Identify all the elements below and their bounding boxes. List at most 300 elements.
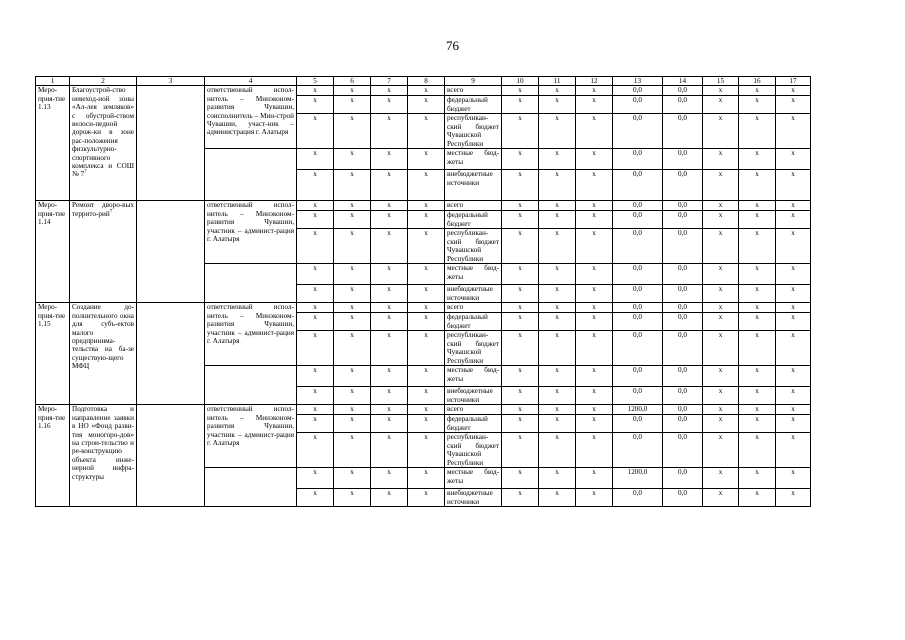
amount-cell: 0,0 [663, 303, 703, 313]
value-cell: x [539, 387, 576, 405]
amount-cell: 0,0 [663, 415, 703, 433]
value-cell: x [297, 433, 334, 468]
value-cell: x [502, 264, 539, 285]
value-cell: x [334, 264, 371, 285]
value-cell: x [334, 405, 371, 415]
funding-source: республикан-ский бюджет Чувашской Республики [445, 229, 502, 264]
measure-name-text: Благоустрой-ство невеход-ной зоны «Ал-лея земляков» с обустрой-ством велоси-педной дорож-ки в зоне рас-положения физкультурно-спортивного комплекса и СОШ № 7 [72, 86, 134, 179]
amount-cell: 1200,0 [613, 468, 663, 489]
value-cell: x [371, 366, 408, 387]
measure-code: Меро-прия-тие 1.14 [36, 201, 70, 303]
value-cell: x [334, 415, 371, 433]
value-cell: x [371, 229, 408, 264]
value-cell: x [297, 405, 334, 415]
value-cell: x [739, 285, 776, 303]
value-cell: x [539, 366, 576, 387]
amount-cell: 0,0 [613, 96, 663, 114]
amount-cell: 0,0 [613, 86, 663, 96]
funding-source: местные бюд-жеты [445, 468, 502, 489]
measure-column-3 [137, 405, 205, 507]
value-cell: x [334, 366, 371, 387]
value-cell: x [371, 170, 408, 201]
column-number: 9 [445, 77, 502, 86]
value-cell: x [576, 433, 613, 468]
value-cell: x [408, 415, 445, 433]
value-cell: x [539, 489, 576, 507]
value-cell: x [703, 366, 739, 387]
funding-source: республикан-ский бюджет Чувашской Республики [445, 433, 502, 468]
value-cell: x [334, 114, 371, 149]
value-cell: x [502, 211, 539, 229]
measure-executor: ответственный испол-нитель – Минэконом-развития Чувашии, участник – админист-рация г. Алатыря [205, 405, 297, 468]
amount-cell: 0,0 [613, 331, 663, 366]
value-cell: x [776, 149, 811, 170]
value-cell: x [371, 489, 408, 507]
value-cell: x [334, 433, 371, 468]
value-cell: x [408, 387, 445, 405]
column-number: 13 [613, 77, 663, 86]
value-cell: x [576, 201, 613, 211]
value-cell: x [539, 303, 576, 313]
value-cell: x [739, 264, 776, 285]
amount-cell: 0,0 [663, 201, 703, 211]
value-cell: x [297, 170, 334, 201]
column-number: 17 [776, 77, 811, 86]
amount-cell: 0,0 [613, 433, 663, 468]
value-cell: x [776, 96, 811, 114]
amount-cell: 0,0 [663, 285, 703, 303]
value-cell: x [776, 303, 811, 313]
measure-name [70, 303, 137, 405]
value-cell: x [539, 96, 576, 114]
value-cell: x [703, 86, 739, 96]
value-cell: x [776, 489, 811, 507]
value-cell: x [703, 96, 739, 114]
value-cell: x [297, 264, 334, 285]
value-cell: x [371, 285, 408, 303]
value-cell: x [539, 285, 576, 303]
value-cell: x [502, 415, 539, 433]
value-cell: x [408, 229, 445, 264]
value-cell: x [334, 86, 371, 96]
value-cell: x [334, 331, 371, 366]
funding-source: всего [445, 86, 502, 96]
value-cell: x [408, 331, 445, 366]
value-cell: x [739, 303, 776, 313]
measure-column-3 [137, 86, 205, 201]
funding-source: местные бюд-жеты [445, 264, 502, 285]
amount-cell: 0,0 [613, 170, 663, 201]
value-cell: x [776, 285, 811, 303]
amount-cell: 0,0 [613, 387, 663, 405]
value-cell: x [502, 114, 539, 149]
value-cell: x [703, 229, 739, 264]
value-cell: x [502, 366, 539, 387]
value-cell: x [703, 211, 739, 229]
amount-cell: 0,0 [663, 405, 703, 415]
value-cell: x [703, 170, 739, 201]
amount-cell: 0,0 [663, 86, 703, 96]
value-cell: x [408, 114, 445, 149]
amount-cell: 0,0 [663, 313, 703, 331]
column-number: 8 [408, 77, 445, 86]
value-cell: x [576, 285, 613, 303]
value-cell: x [334, 229, 371, 264]
funding-source: внебюджетные источники [445, 489, 502, 507]
measure-code: Меро-прия-тие 1.16 [36, 405, 70, 507]
funding-source: республикан-ский бюджет Чувашской Республики [445, 331, 502, 366]
value-cell: x [297, 489, 334, 507]
value-cell: x [576, 331, 613, 366]
footnote-mark: 7 [109, 209, 113, 215]
value-cell: x [297, 229, 334, 264]
value-cell: x [408, 96, 445, 114]
value-cell: x [502, 433, 539, 468]
value-cell: x [576, 415, 613, 433]
amount-cell: 0,0 [663, 489, 703, 507]
value-cell: x [739, 489, 776, 507]
value-cell: x [502, 468, 539, 489]
value-cell: x [539, 405, 576, 415]
value-cell: x [297, 211, 334, 229]
value-cell: x [297, 387, 334, 405]
value-cell: x [297, 96, 334, 114]
funding-source: внебюджетные источники [445, 387, 502, 405]
value-cell: x [371, 211, 408, 229]
value-cell: x [408, 405, 445, 415]
footnote-mark: 7 [84, 170, 87, 176]
value-cell: x [502, 229, 539, 264]
value-cell: x [739, 201, 776, 211]
amount-cell: 0,0 [663, 211, 703, 229]
value-cell: x [776, 433, 811, 468]
value-cell: x [703, 405, 739, 415]
value-cell: x [776, 114, 811, 149]
value-cell: x [776, 387, 811, 405]
table-row [36, 86, 811, 96]
value-cell: x [739, 86, 776, 96]
value-cell: x [776, 211, 811, 229]
measure-executor: ответственный испол-нитель – Минэконом-развития Чувашии, соисполнитель – Мин-строй Чувашии, участ-ник – администрация г. Алатыря [205, 86, 297, 149]
amount-cell: 0,0 [663, 264, 703, 285]
value-cell: x [739, 366, 776, 387]
value-cell: x [371, 313, 408, 331]
amount-cell: 0,0 [663, 366, 703, 387]
value-cell: x [502, 86, 539, 96]
value-cell: x [539, 170, 576, 201]
program-measures-table [35, 76, 811, 507]
amount-cell: 0,0 [613, 489, 663, 507]
column-number: 3 [137, 77, 205, 86]
value-cell: x [576, 96, 613, 114]
table-row [36, 303, 811, 313]
measure-executor-empty [205, 468, 297, 507]
value-cell: x [408, 201, 445, 211]
funding-source: внебюджетные источники [445, 285, 502, 303]
value-cell: x [539, 433, 576, 468]
measure-name-text: Ремонт дворо-вых террито-рий [72, 201, 134, 218]
value-cell: x [703, 468, 739, 489]
value-cell: x [371, 303, 408, 313]
funding-source: внебюджетные источники [445, 170, 502, 201]
table-header [36, 77, 811, 86]
value-cell: x [408, 211, 445, 229]
value-cell: x [739, 405, 776, 415]
column-number: 6 [334, 77, 371, 86]
value-cell: x [739, 313, 776, 331]
value-cell: x [703, 264, 739, 285]
value-cell: x [739, 415, 776, 433]
value-cell: x [297, 149, 334, 170]
value-cell: x [776, 264, 811, 285]
value-cell: x [297, 366, 334, 387]
value-cell: x [539, 331, 576, 366]
value-cell: x [334, 211, 371, 229]
value-cell: x [408, 303, 445, 313]
measure-column-3 [137, 303, 205, 405]
value-cell: x [539, 415, 576, 433]
value-cell: x [334, 468, 371, 489]
value-cell: x [539, 468, 576, 489]
measure-executor: ответственный испол-нитель – Минэконом-развития Чувашии, участник – админист-рация г. Алатыря [205, 201, 297, 264]
value-cell: x [703, 201, 739, 211]
value-cell: x [408, 366, 445, 387]
measure-executor-empty [205, 366, 297, 405]
value-cell: x [371, 114, 408, 149]
amount-cell: 0,0 [613, 149, 663, 170]
amount-cell: 0,0 [613, 285, 663, 303]
amount-cell: 0,0 [613, 415, 663, 433]
measure-name-text: Создание до-полнительного окна для субъ-ектов малого предпринима-тельства на ба-зе существую-щего МФЦ [72, 303, 134, 371]
value-cell: x [371, 149, 408, 170]
measure-name [70, 405, 137, 507]
funding-source: местные бюд-жеты [445, 149, 502, 170]
column-number: 15 [703, 77, 739, 86]
column-number: 10 [502, 77, 539, 86]
value-cell: x [703, 114, 739, 149]
value-cell: x [576, 211, 613, 229]
value-cell: x [297, 468, 334, 489]
value-cell: x [703, 285, 739, 303]
amount-cell: 1200,0 [613, 405, 663, 415]
value-cell: x [576, 149, 613, 170]
value-cell: x [576, 468, 613, 489]
value-cell: x [576, 405, 613, 415]
value-cell: x [776, 229, 811, 264]
measure-name-text: Подготовка и направление заявки в НО «Фонд разви-тия моногоро-дов» на строи-тельство и ре-конструкцию объекта инже-нерной инфра-структуры [72, 405, 134, 481]
funding-source: республикан-ский бюджет Чувашской Республики [445, 114, 502, 149]
value-cell: x [576, 313, 613, 331]
value-cell: x [576, 229, 613, 264]
value-cell: x [576, 489, 613, 507]
value-cell: x [539, 149, 576, 170]
measure-name [70, 86, 137, 201]
amount-cell: 0,0 [613, 201, 663, 211]
value-cell: x [739, 387, 776, 405]
value-cell: x [539, 229, 576, 264]
value-cell: x [334, 149, 371, 170]
amount-cell: 0,0 [613, 114, 663, 149]
value-cell: x [502, 303, 539, 313]
amount-cell: 0,0 [613, 366, 663, 387]
value-cell: x [776, 366, 811, 387]
value-cell: x [371, 331, 408, 366]
value-cell: x [408, 489, 445, 507]
value-cell: x [703, 313, 739, 331]
amount-cell: 0,0 [663, 96, 703, 114]
value-cell: x [539, 201, 576, 211]
column-number: 12 [576, 77, 613, 86]
column-number-row [36, 77, 811, 86]
value-cell: x [297, 114, 334, 149]
value-cell: x [539, 86, 576, 96]
value-cell: x [371, 201, 408, 211]
value-cell: x [703, 303, 739, 313]
amount-cell: 0,0 [663, 170, 703, 201]
value-cell: x [334, 201, 371, 211]
value-cell: x [297, 303, 334, 313]
value-cell: x [408, 149, 445, 170]
amount-cell: 0,0 [663, 331, 703, 366]
value-cell: x [703, 387, 739, 405]
value-cell: x [576, 264, 613, 285]
measure-executor-empty [205, 264, 297, 303]
column-number: 1 [36, 77, 70, 86]
value-cell: x [539, 211, 576, 229]
page-number: 76 [446, 38, 459, 53]
value-cell: x [739, 211, 776, 229]
value-cell: x [703, 433, 739, 468]
value-cell: x [776, 170, 811, 201]
value-cell: x [502, 170, 539, 201]
value-cell: x [502, 201, 539, 211]
column-number: 11 [539, 77, 576, 86]
value-cell: x [297, 313, 334, 331]
column-number: 5 [297, 77, 334, 86]
value-cell: x [502, 387, 539, 405]
value-cell: x [539, 264, 576, 285]
value-cell: x [371, 387, 408, 405]
value-cell: x [502, 313, 539, 331]
measure-executor: ответственный испол-нитель – Минэконом-развития Чувашии, участник – админист-рация г. Алатыря [205, 303, 297, 366]
table-row [36, 201, 811, 211]
value-cell: x [576, 366, 613, 387]
value-cell: x [408, 433, 445, 468]
funding-source: всего [445, 201, 502, 211]
value-cell: x [776, 331, 811, 366]
value-cell: x [297, 285, 334, 303]
value-cell: x [776, 468, 811, 489]
value-cell: x [502, 489, 539, 507]
value-cell: x [776, 86, 811, 96]
value-cell: x [739, 114, 776, 149]
value-cell: x [297, 86, 334, 96]
value-cell: x [502, 331, 539, 366]
funding-source: всего [445, 405, 502, 415]
value-cell: x [297, 415, 334, 433]
value-cell: x [371, 468, 408, 489]
column-number: 4 [205, 77, 297, 86]
amount-cell: 0,0 [613, 211, 663, 229]
amount-cell: 0,0 [613, 313, 663, 331]
value-cell: x [334, 313, 371, 331]
value-cell: x [576, 86, 613, 96]
funding-source: всего [445, 303, 502, 313]
value-cell: x [371, 264, 408, 285]
value-cell: x [408, 313, 445, 331]
value-cell: x [371, 86, 408, 96]
value-cell: x [502, 149, 539, 170]
value-cell: x [776, 415, 811, 433]
value-cell: x [776, 405, 811, 415]
value-cell: x [371, 96, 408, 114]
value-cell: x [576, 114, 613, 149]
value-cell: x [776, 313, 811, 331]
value-cell: x [408, 468, 445, 489]
funding-source: федеральный бюджет [445, 415, 502, 433]
value-cell: x [703, 489, 739, 507]
funding-source: местные бюд-жеты [445, 366, 502, 387]
amount-cell: 0,0 [663, 468, 703, 489]
amount-cell: 0,0 [613, 229, 663, 264]
amount-cell: 0,0 [613, 264, 663, 285]
value-cell: x [408, 170, 445, 201]
measure-code: Меро-прия-тие 1.15 [36, 303, 70, 405]
value-cell: x [408, 86, 445, 96]
value-cell: x [408, 264, 445, 285]
value-cell: x [703, 149, 739, 170]
value-cell: x [334, 489, 371, 507]
value-cell: x [539, 313, 576, 331]
value-cell: x [703, 331, 739, 366]
measure-executor-empty [205, 149, 297, 201]
funding-source: федеральный бюджет [445, 211, 502, 229]
column-number: 2 [70, 77, 137, 86]
table-body [36, 86, 811, 507]
value-cell: x [408, 285, 445, 303]
value-cell: x [576, 303, 613, 313]
value-cell: x [739, 96, 776, 114]
measure-column-3 [137, 201, 205, 303]
value-cell: x [576, 387, 613, 405]
column-number: 16 [739, 77, 776, 86]
amount-cell: 0,0 [663, 149, 703, 170]
value-cell: x [334, 285, 371, 303]
value-cell: x [739, 170, 776, 201]
value-cell: x [739, 468, 776, 489]
measure-code: Меро-прия-тие 1.13 [36, 86, 70, 201]
value-cell: x [739, 149, 776, 170]
funding-source: федеральный бюджет [445, 96, 502, 114]
value-cell: x [502, 405, 539, 415]
value-cell: x [703, 415, 739, 433]
value-cell: x [334, 303, 371, 313]
value-cell: x [539, 114, 576, 149]
value-cell: x [334, 387, 371, 405]
value-cell: x [297, 201, 334, 211]
amount-cell: 0,0 [663, 433, 703, 468]
amount-cell: 0,0 [663, 387, 703, 405]
value-cell: x [739, 331, 776, 366]
value-cell: x [776, 201, 811, 211]
value-cell: x [371, 433, 408, 468]
value-cell: x [739, 229, 776, 264]
table-row [36, 405, 811, 415]
measure-name [70, 201, 137, 303]
column-number: 14 [663, 77, 703, 86]
value-cell: x [739, 433, 776, 468]
amount-cell: 0,0 [663, 114, 703, 149]
